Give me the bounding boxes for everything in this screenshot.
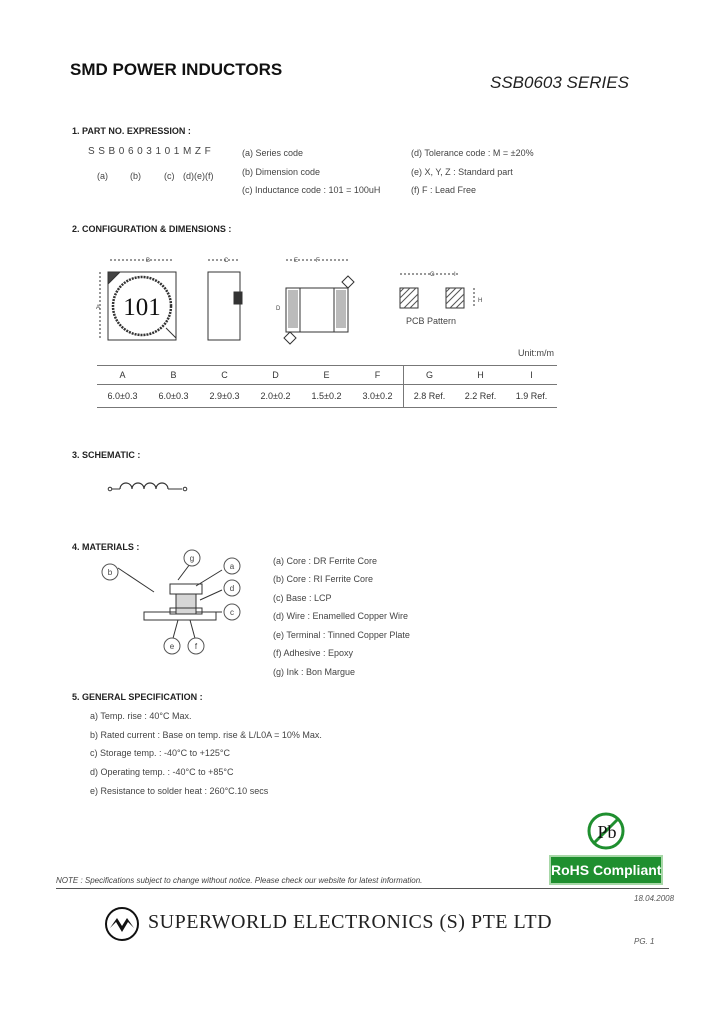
table-header: F (352, 366, 404, 385)
callout-g: g (189, 554, 195, 563)
code-desc-b: (b) Dimension code (242, 167, 321, 177)
rohs-badge: RoHS Compliant (551, 857, 661, 883)
table-header: B (148, 366, 199, 385)
unit-label: Unit:m/m (518, 348, 554, 358)
material-f: (f) Adhesive : Epoxy (273, 648, 354, 658)
code-desc-e: (e) X, Y, Z : Standard part (411, 167, 513, 177)
part-number-code: SSB0603101MZF (88, 146, 215, 157)
table-cell: 1.5±0.2 (301, 385, 352, 408)
part-marking: 101 (123, 294, 161, 321)
section-heading-spec: 5. GENERAL SPECIFICATION : (72, 692, 203, 702)
table-header: G (404, 366, 456, 385)
section-heading-schematic: 3. SCHEMATIC : (72, 450, 141, 460)
document-date: 18.04.2008 (634, 894, 675, 903)
section-heading-part-no: 1. PART NO. EXPRESSION : (72, 126, 191, 136)
material-b: (b) Core : RI Ferrite Core (273, 574, 374, 584)
company-name: SUPERWORLD ELECTRONICS (S) PTE LTD (148, 911, 553, 933)
spec-item-a: a) Temp. rise : 40°C Max. (90, 711, 192, 721)
pb-symbol: Pb (597, 822, 617, 842)
table-header: C (199, 366, 250, 385)
dimension-table (97, 365, 557, 408)
dimension-drawings (90, 248, 510, 353)
table-header: A (97, 366, 148, 385)
callout-b: b (107, 568, 113, 577)
material-g: (g) Ink : Bon Margue (273, 667, 356, 677)
table-cell: 2.0±0.2 (250, 385, 301, 408)
footer-note: NOTE : Specifications subject to change without notice. Please check our website for latest information. (56, 876, 423, 885)
marker-def: (d)(e)(f) (183, 171, 214, 181)
table-cell: 3.0±0.2 (352, 385, 404, 408)
table-header: D (250, 366, 301, 385)
spec-item-e: e) Resistance to solder heat : 260°C.10 secs (90, 786, 269, 796)
marker-c: (c) (164, 171, 175, 181)
inductor-symbol (104, 478, 194, 500)
material-e: (e) Terminal : Tinned Copper Plate (273, 630, 410, 640)
dim-label-e: E (294, 258, 299, 264)
table-row (97, 385, 557, 408)
code-desc-a: (a) Series code (242, 148, 304, 158)
footer-divider (56, 888, 669, 889)
material-a: (a) Core : DR Ferrite Core (273, 556, 378, 566)
series-name: SSB0603 SERIES (490, 73, 629, 92)
callout-d: d (229, 584, 235, 593)
lead-free-icon (585, 810, 627, 852)
table-cell: 6.0±0.3 (97, 385, 148, 408)
materials-cross-section (96, 546, 246, 658)
section-heading-materials: 4. MATERIALS : (72, 542, 140, 552)
spec-item-b: b) Rated current : Base on temp. rise & L/L0A = 10% Max. (90, 730, 322, 740)
table-cell: 2.9±0.3 (199, 385, 250, 408)
dim-label-a: A (96, 305, 101, 311)
bottom-view-drawing (284, 260, 354, 344)
table-header: E (301, 366, 352, 385)
table-header: I (506, 366, 557, 385)
pcb-pattern-drawing (400, 274, 474, 308)
code-desc-f: (f) F : Lead Free (411, 185, 477, 195)
dim-label-h: H (478, 298, 483, 304)
code-desc-d: (d) Tolerance code : M = ±20% (411, 148, 534, 158)
callout-f: f (194, 642, 198, 651)
pcb-pattern-label: PCB Pattern (406, 316, 457, 326)
table-header: H (455, 366, 506, 385)
dim-label-c: C (224, 258, 229, 264)
dim-label-i: I (454, 272, 456, 278)
table-cell: 1.9 Ref. (506, 385, 557, 408)
table-cell: 6.0±0.3 (148, 385, 199, 408)
callout-a: a (229, 562, 235, 571)
marker-b: (b) (130, 171, 141, 181)
material-c: (c) Base : LCP (273, 593, 332, 603)
table-header-row (97, 366, 557, 385)
callout-c: c (230, 608, 234, 617)
table-cell: 2.2 Ref. (455, 385, 506, 408)
marker-a: (a) (97, 171, 108, 181)
spec-item-c: c) Storage temp. : -40°C to +125°C (90, 748, 231, 758)
spec-item-d: d) Operating temp. : -40°C to +85°C (90, 767, 234, 777)
section-heading-config: 2. CONFIGURATION & DIMENSIONS : (72, 224, 232, 234)
page-number: PG. 1 (634, 937, 655, 946)
material-d: (d) Wire : Enamelled Copper Wire (273, 611, 409, 621)
code-desc-c: (c) Inductance code : 101 = 100uH (242, 185, 381, 195)
dim-label-g: G (430, 272, 435, 278)
dim-label-d: D (276, 306, 281, 312)
table-cell: 2.8 Ref. (404, 385, 456, 408)
company-logo-icon (104, 906, 140, 942)
callout-e: e (169, 642, 175, 651)
page-title: SMD POWER INDUCTORS (70, 60, 283, 79)
side-view-drawing (208, 260, 242, 340)
dim-label-b: B (146, 258, 151, 264)
dim-label-f: F (316, 258, 320, 264)
